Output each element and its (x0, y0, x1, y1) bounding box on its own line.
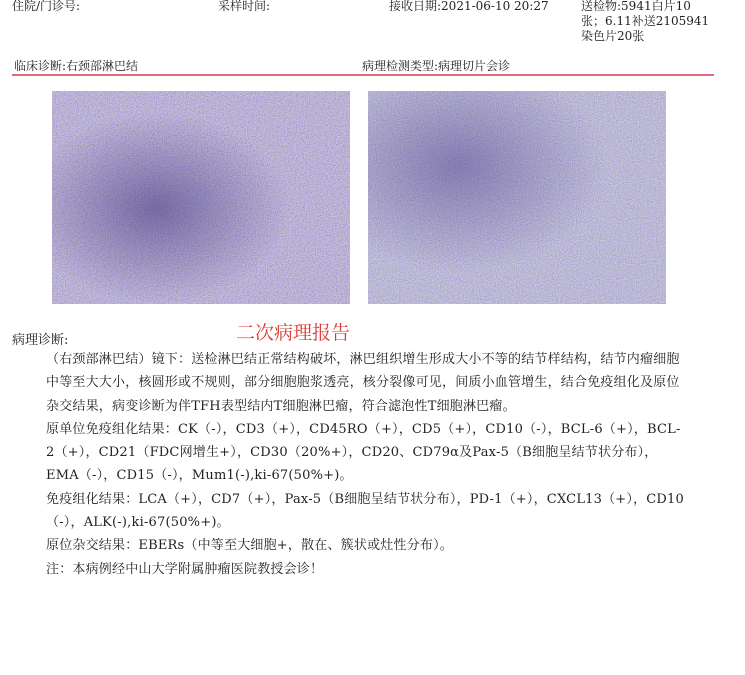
sampling-time-label: 采样时间: (218, 0, 271, 13)
received-date: 接收日期:2021-06-10 20:27 (389, 0, 549, 13)
specimen-info: 送检物:5941白片10张；6.11补送2105941染色片20张 (581, 0, 710, 43)
micrograph-left (52, 91, 350, 304)
micrograph-right (368, 91, 666, 304)
clinical-diagnosis: 临床诊断:右颈部淋巴结 (14, 59, 139, 73)
diagnosis-label: 病理诊断: (12, 333, 69, 348)
header-divider (12, 74, 714, 76)
report-title: 二次病理报告 (236, 322, 351, 344)
micrograph-he-stain-icon (368, 91, 666, 304)
report-paragraph-original-ihc: 原单位免疫组化结果：CK（-），CD3（+），CD45RO（+），CD5（+），CD10（-），BCL-6（+），BCL-2（+），CD21（FDC网增生+），CD30（20%+），CD20、CD79α及Pax-5（B细胞呈结节状分布），EMA（-），CD15（-），Mum1(-),ki-67(50%+)。 (46, 421, 681, 484)
report-body (46, 348, 686, 581)
exam-type: 病理检测类型:病理切片会诊 (362, 59, 511, 73)
report-paragraph-ihc: 免疫组化结果：LCA（+），CD7（+），Pax-5（B细胞呈结节状分布），PD-1（+），CXCL13（+），CD10（-），ALK(-),ki-67(50%+)。 (46, 491, 684, 531)
patient-id-label: 住院/门诊号: (12, 0, 81, 13)
report-paragraph-ish: 原位杂交结果：EBERs（中等至大细胞+，散在、簇状或灶性分布）。 (46, 538, 453, 554)
micrograph-he-stain-icon (52, 91, 350, 304)
report-paragraph-note: 注：本病例经中山大学附属肿瘤医院教授会诊！ (46, 561, 324, 577)
report-paragraph-microscopy: （右颈部淋巴结）镜下：送检淋巴结正常结构破坏，淋巴组织增生形成大小不等的结节样结构，结节内瘤细胞中等至大大小，核圆形或不规则，部分细胞胞浆透亮，核分裂像可见，间质小血管增生，结合免疫组化及原位杂交结果，病变诊断为伴TFH表型结内T细胞淋巴瘤，符合滤泡性T细胞淋巴瘤。 (46, 352, 680, 414)
